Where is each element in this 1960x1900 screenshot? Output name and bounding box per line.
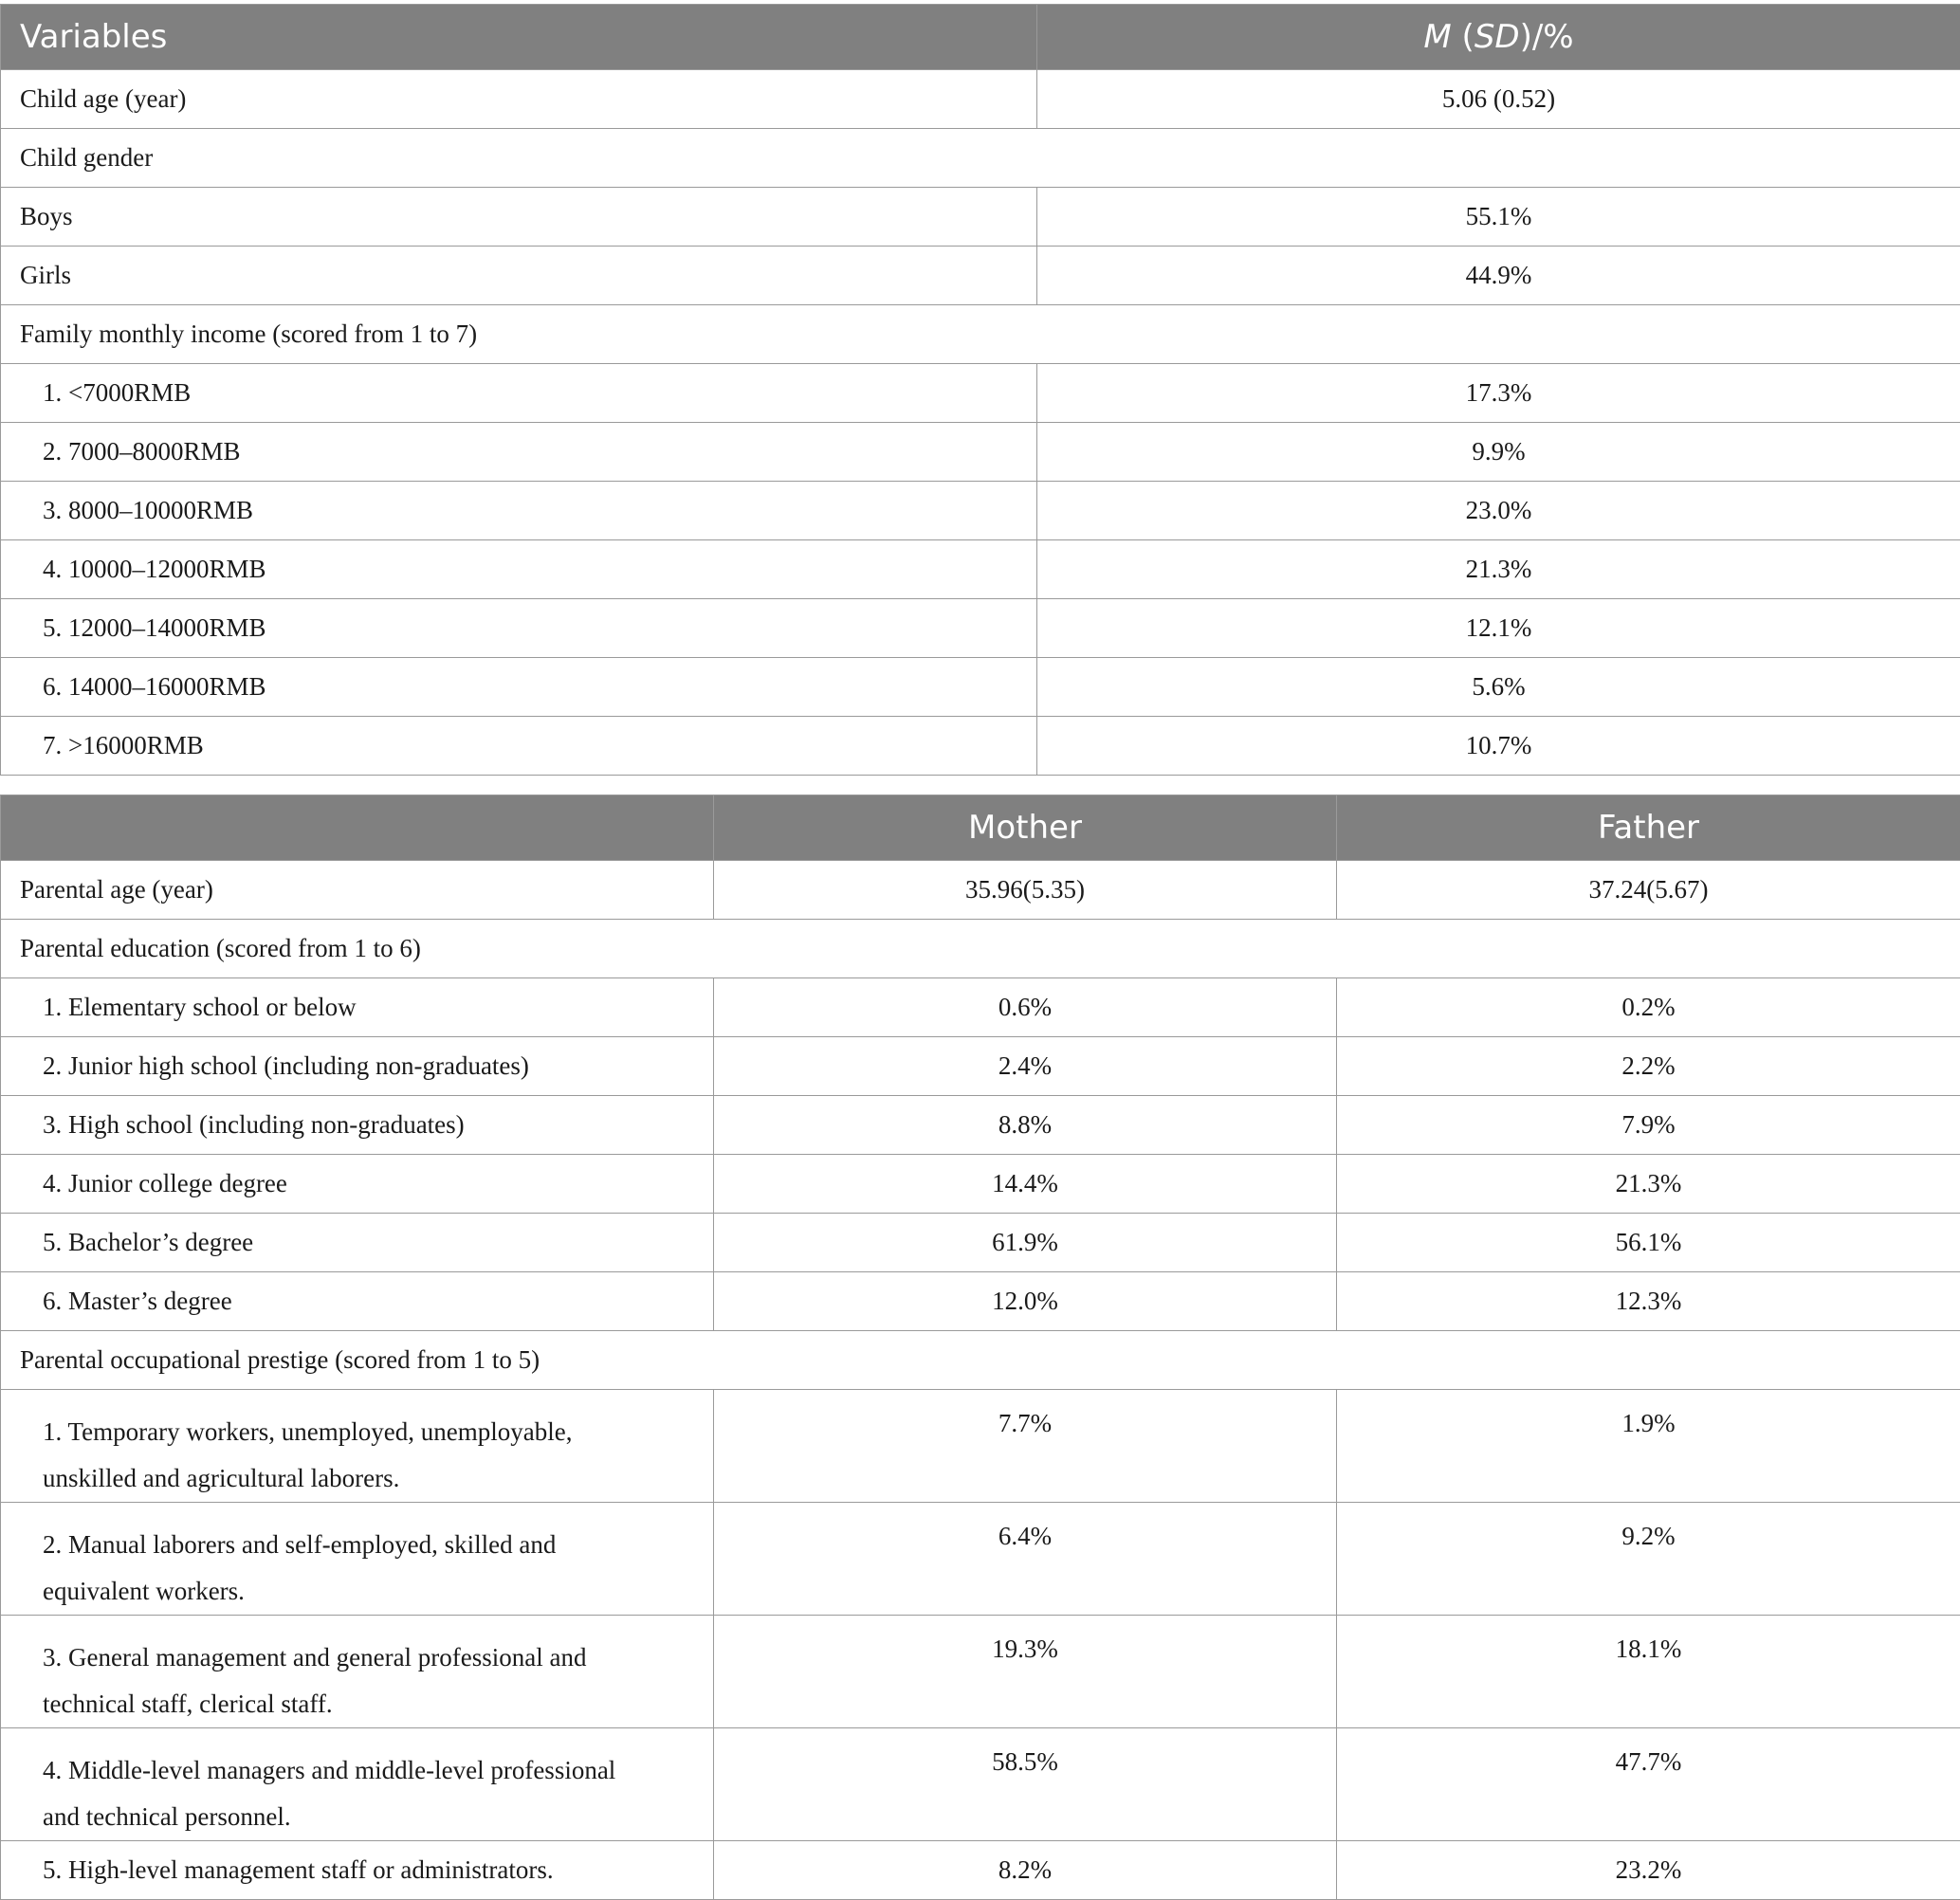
row-label: 5. 12000–14000RMB: [1, 599, 1037, 658]
table-row: [1, 1214, 1960, 1272]
child-family-characteristics-table: [0, 4, 1960, 776]
row-label: 3. High school (including non-graduates): [1, 1096, 714, 1155]
row-label: 7. >16000RMB: [1, 717, 1037, 776]
table-row: [1, 1037, 1960, 1096]
variables-header: Variables: [1, 5, 1037, 70]
row-value: 5.6%: [1037, 658, 1960, 717]
row-value: 12.1%: [1037, 599, 1960, 658]
stat-header-m: M: [1423, 18, 1451, 56]
row-label-line: 3. General management and general professional and: [43, 1643, 587, 1672]
table-section-row: [1, 129, 1960, 188]
row-label: 1. <7000RMB: [1, 364, 1037, 423]
row-label: Boys: [1, 188, 1037, 247]
father-value: 1.9%: [1337, 1390, 1960, 1503]
table-row: [1, 188, 1960, 247]
table-row: [1, 717, 1960, 776]
table-row: [1, 861, 1960, 920]
stat-header: [1037, 5, 1960, 70]
table-row: [1, 364, 1960, 423]
mother-value: 0.6%: [714, 978, 1337, 1037]
mother-header: Mother: [714, 795, 1337, 861]
row-label-line: unskilled and agricultural laborers.: [43, 1464, 399, 1492]
row-label: [1, 1503, 714, 1616]
table-header-row: [1, 795, 1960, 861]
table-section-row: [1, 920, 1960, 978]
section-label: Parental education (scored from 1 to 6): [1, 920, 1960, 978]
mother-value: 19.3%: [714, 1616, 1337, 1728]
row-label: 5. Bachelor’s degree: [1, 1214, 714, 1272]
mother-value: 8.2%: [714, 1841, 1337, 1900]
table-row: [1, 247, 1960, 305]
table-row: [1, 482, 1960, 540]
row-label: 4. Junior college degree: [1, 1155, 714, 1214]
mother-value: 12.0%: [714, 1272, 1337, 1331]
table-row: [1, 978, 1960, 1037]
section-label: Family monthly income (scored from 1 to 7): [1, 305, 1960, 364]
table-row: [1, 1503, 1960, 1616]
row-label: 2. Junior high school (including non-graduates): [1, 1037, 714, 1096]
father-header: Father: [1337, 795, 1960, 861]
table-row: [1, 658, 1960, 717]
row-label-line: 1. Temporary workers, unemployed, unemployable,: [43, 1417, 572, 1446]
row-value: 23.0%: [1037, 482, 1960, 540]
row-label-line: 2. Manual laborers and self-employed, skilled and: [43, 1530, 556, 1559]
parental-characteristics-table: [0, 795, 1960, 1900]
mother-value: 58.5%: [714, 1728, 1337, 1841]
table-row: [1, 1728, 1960, 1841]
table-row: [1, 70, 1960, 129]
father-value: 12.3%: [1337, 1272, 1960, 1331]
table-row: [1, 1616, 1960, 1728]
table-row: [1, 1096, 1960, 1155]
section-label: Child gender: [1, 129, 1960, 188]
row-label: Child age (year): [1, 70, 1037, 129]
blank-header: [1, 795, 714, 861]
table-row: [1, 1390, 1960, 1503]
father-value: 23.2%: [1337, 1841, 1960, 1900]
mother-value: 61.9%: [714, 1214, 1337, 1272]
father-value: 37.24(5.67): [1337, 861, 1960, 920]
row-label-line: equivalent workers.: [43, 1577, 245, 1605]
father-value: 18.1%: [1337, 1616, 1960, 1728]
row-label: [1, 1616, 714, 1728]
row-label: 4. 10000–12000RMB: [1, 540, 1037, 599]
father-value: 56.1%: [1337, 1214, 1960, 1272]
row-value: 21.3%: [1037, 540, 1960, 599]
father-value: 9.2%: [1337, 1503, 1960, 1616]
stat-header-sd: SD: [1475, 18, 1520, 56]
row-label-line: 4. Middle-level managers and middle-level professional: [43, 1756, 615, 1784]
row-label: 2. 7000–8000RMB: [1, 423, 1037, 482]
row-label: Girls: [1, 247, 1037, 305]
row-label: Parental age (year): [1, 861, 714, 920]
table-section-row: [1, 1331, 1960, 1390]
row-label: 6. 14000–16000RMB: [1, 658, 1037, 717]
row-label: 5. High-level management staff or administrators.: [1, 1841, 714, 1900]
father-value: 7.9%: [1337, 1096, 1960, 1155]
table-row: [1, 540, 1960, 599]
row-label: 6. Master’s degree: [1, 1272, 714, 1331]
row-label: [1, 1390, 714, 1503]
stat-header-open: (: [1452, 18, 1475, 56]
row-value: 17.3%: [1037, 364, 1960, 423]
row-value: 9.9%: [1037, 423, 1960, 482]
row-value: 10.7%: [1037, 717, 1960, 776]
table-section-row: [1, 305, 1960, 364]
father-value: 0.2%: [1337, 978, 1960, 1037]
row-value: 5.06 (0.52): [1037, 70, 1960, 129]
table-row: [1, 599, 1960, 658]
mother-value: 14.4%: [714, 1155, 1337, 1214]
table-header-row: [1, 5, 1960, 70]
row-label: 3. 8000–10000RMB: [1, 482, 1037, 540]
mother-value: 2.4%: [714, 1037, 1337, 1096]
table-row: [1, 1841, 1960, 1900]
row-label: 1. Elementary school or below: [1, 978, 714, 1037]
mother-value: 6.4%: [714, 1503, 1337, 1616]
father-value: 2.2%: [1337, 1037, 1960, 1096]
father-value: 21.3%: [1337, 1155, 1960, 1214]
stat-header-close: )/%: [1520, 18, 1574, 56]
row-label: [1, 1728, 714, 1841]
row-value: 44.9%: [1037, 247, 1960, 305]
mother-value: 7.7%: [714, 1390, 1337, 1503]
row-label-line: and technical personnel.: [43, 1802, 291, 1831]
table-row: [1, 423, 1960, 482]
mother-value: 35.96(5.35): [714, 861, 1337, 920]
father-value: 47.7%: [1337, 1728, 1960, 1841]
row-label-line: technical staff, clerical staff.: [43, 1690, 333, 1718]
table-row: [1, 1272, 1960, 1331]
row-value: 55.1%: [1037, 188, 1960, 247]
section-label: Parental occupational prestige (scored from 1 to 5): [1, 1331, 1960, 1390]
mother-value: 8.8%: [714, 1096, 1337, 1155]
table-row: [1, 1155, 1960, 1214]
